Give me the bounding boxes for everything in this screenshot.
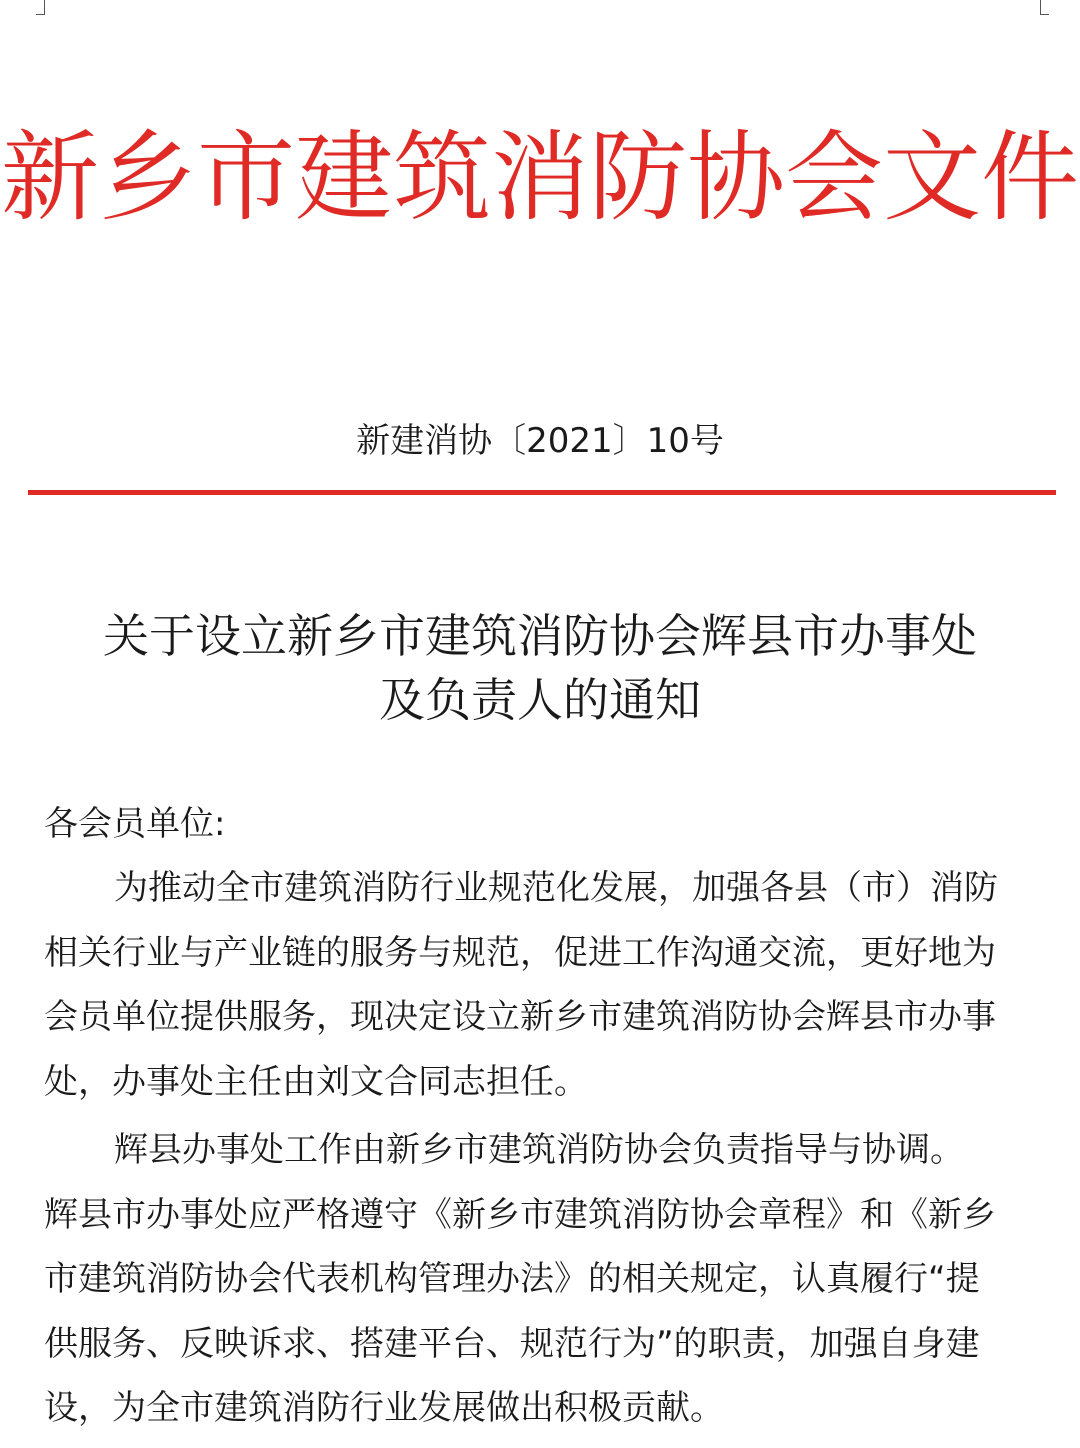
notice-title-line-1: 关于设立新乡市建筑消防协会辉县市办事处 — [103, 609, 977, 663]
body-paragraph-1 — [44, 856, 1044, 1114]
paragraph-line: 设，为全市建筑消防行业发展做出积极贡献。 — [44, 1388, 724, 1428]
paragraph-line: 会员单位提供服务，现决定设立新乡市建筑消防协会辉县市办事 — [44, 997, 996, 1037]
paragraph-line: 辉县办事处工作由新乡市建筑消防协会负责指导与协调。 — [114, 1130, 964, 1170]
crop-mark-right — [1040, 0, 1049, 15]
paragraph-line: 处，办事处主任由刘文合同志担任。 — [44, 1061, 588, 1102]
red-header-rule — [28, 490, 1056, 495]
paragraph-line: 为推动全市建筑消防行业规范化发展，加强各县（市）消防 — [114, 868, 998, 908]
notice-title-line-2: 及负责人的通知 — [379, 673, 701, 727]
paragraph-line: 市建筑消防协会代表机构管理办法》的相关规定，认真履行“提 — [44, 1259, 980, 1299]
body-paragraph-2 — [44, 1118, 1044, 1441]
salutation: 各会员单位: — [44, 804, 226, 844]
document-header-title: 新乡市建筑消防协会文件 — [0, 121, 1079, 235]
paragraph-line: 辉县市办事处应严格遵守《新乡市建筑消防协会章程》和《新乡 — [44, 1194, 996, 1235]
notice-title — [0, 604, 1080, 732]
crop-mark-left — [36, 0, 45, 15]
document-number: 新建消协〔2021〕10号 — [356, 421, 724, 461]
paragraph-line: 相关行业与产业链的服务与规范，促进工作沟通交流，更好地为 — [44, 932, 996, 973]
paragraph-line: 供服务、反映诉求、搭建平台、规范行为”的职责，加强自身建 — [44, 1323, 980, 1364]
